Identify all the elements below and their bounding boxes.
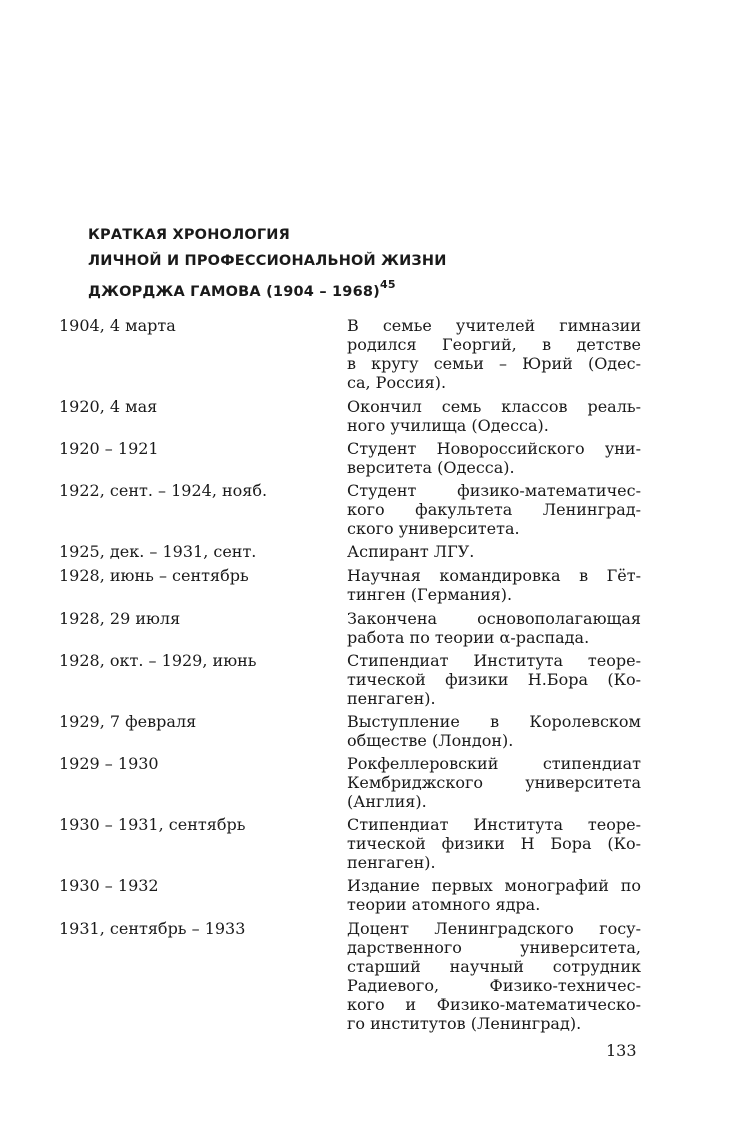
chronology-event — [347, 481, 641, 538]
heading-line-3-text: ДЖОРДЖА ГАМОВА (1904 – 1968) — [88, 283, 381, 300]
chronology-event — [347, 316, 641, 392]
chronology-event — [347, 651, 641, 708]
chronology-event-line: са, Россия). — [347, 373, 447, 392]
chronology-event-line: Окончил семь классов реаль- — [347, 397, 641, 416]
chronology-date: 1931, сентябрь – 1933 — [59, 919, 246, 938]
chronology-event — [347, 439, 641, 477]
chronology-date: 1922, сент. – 1924, нояб. — [59, 481, 268, 500]
chronology-event-line: го институтов (Ленинград). — [347, 1014, 582, 1033]
chronology-event — [347, 397, 641, 435]
chronology-date: 1920, 4 мая — [59, 397, 158, 416]
chronology-event-line: Издание первых монографий по — [347, 876, 641, 895]
chronology-event-line: В семье учителей гимназии — [347, 316, 641, 335]
chronology-event-line: кого и Физико-математическо- — [347, 995, 641, 1014]
chronology-event-line: кого факультета Ленинград- — [347, 500, 641, 519]
chronology-event-line: в кругу семьи – Юрий (Одес- — [347, 354, 641, 373]
heading-line-1: КРАТКАЯ ХРОНОЛОГИЯ — [88, 227, 290, 243]
chronology-date: 1929, 7 февраля — [59, 712, 197, 731]
chronology-event-line: Стипендиат Института теоре- — [347, 651, 641, 670]
chronology-event-line: Студент физико-математичес- — [347, 481, 641, 500]
chronology-event — [347, 919, 641, 1033]
heading-line-3 — [88, 274, 648, 300]
chronology-event-line: ского университета. — [347, 519, 520, 538]
chronology-date: 1928, июнь – сентябрь — [59, 566, 249, 585]
chronology-event-line: тической физики Н Бора (Ко- — [347, 834, 641, 853]
chronology-event-line: обществе (Лондон). — [347, 731, 514, 750]
chronology-event-line: Кембриджского университета — [347, 773, 641, 792]
chronology-event-line: тинген (Германия). — [347, 585, 513, 604]
chronology-date: 1928, 29 июля — [59, 609, 181, 628]
chronology-event-line: пенгаген). — [347, 689, 436, 708]
heading-line-2: ЛИЧНОЙ И ПРОФЕССИОНАЛЬНОЙ ЖИЗНИ — [88, 253, 447, 269]
chronology-event-line: Выступление в Королевском — [347, 712, 641, 731]
chronology-event-line: теории атомного ядра. — [347, 895, 541, 914]
chronology-event-line: Радиевого, Физико-техничес- — [347, 976, 641, 995]
chronology-date: 1920 – 1921 — [59, 439, 159, 458]
chronology-event-line: старший научный сотрудник — [347, 957, 641, 976]
chronology-event — [347, 754, 641, 811]
chronology-event-line: Студент Новороссийского уни- — [347, 439, 641, 458]
chronology-event-line: Аспирант ЛГУ. — [347, 542, 475, 561]
chronology-event-line: Закончена основополагающая — [347, 609, 641, 628]
chronology-date: 1904, 4 марта — [59, 316, 176, 335]
page-number: 133 — [606, 1041, 637, 1060]
chronology-event-line: дарственного университета, — [347, 938, 641, 957]
chronology-event-line: Стипендиат Института теоре- — [347, 815, 641, 834]
chronology-event-line: верситета (Одесса). — [347, 458, 515, 477]
chronology-date: 1929 – 1930 — [59, 754, 159, 773]
chronology-event-line: работа по теории α-распада. — [347, 628, 590, 647]
chronology-event — [347, 542, 641, 561]
chronology-event-line: тической физики Н.Бора (Ко- — [347, 670, 641, 689]
chronology-event-line: Доцент Ленинградского госу- — [347, 919, 641, 938]
chronology-event-line: пенгаген). — [347, 853, 436, 872]
chronology-date: 1928, окт. – 1929, июнь — [59, 651, 257, 670]
chronology-event-line: ного училища (Одесса). — [347, 416, 549, 435]
chronology-event — [347, 609, 641, 647]
chronology-heading — [88, 222, 648, 300]
chronology-event — [347, 566, 641, 604]
chronology-event — [347, 815, 641, 872]
footnote-mark: 45 — [380, 278, 396, 291]
chronology-date: 1925, дек. – 1931, сент. — [59, 542, 257, 561]
chronology-event-line: (Англия). — [347, 792, 427, 811]
chronology-event — [347, 876, 641, 914]
chronology-event-line: Рокфеллеровский стипендиат — [347, 754, 641, 773]
chronology-event-line: Научная командировка в Гёт- — [347, 566, 641, 585]
chronology-date: 1930 – 1932 — [59, 876, 159, 895]
chronology-event-line: родился Георгий, в детстве — [347, 335, 641, 354]
chronology-date: 1930 – 1931, сентябрь — [59, 815, 246, 834]
chronology-event — [347, 712, 641, 750]
